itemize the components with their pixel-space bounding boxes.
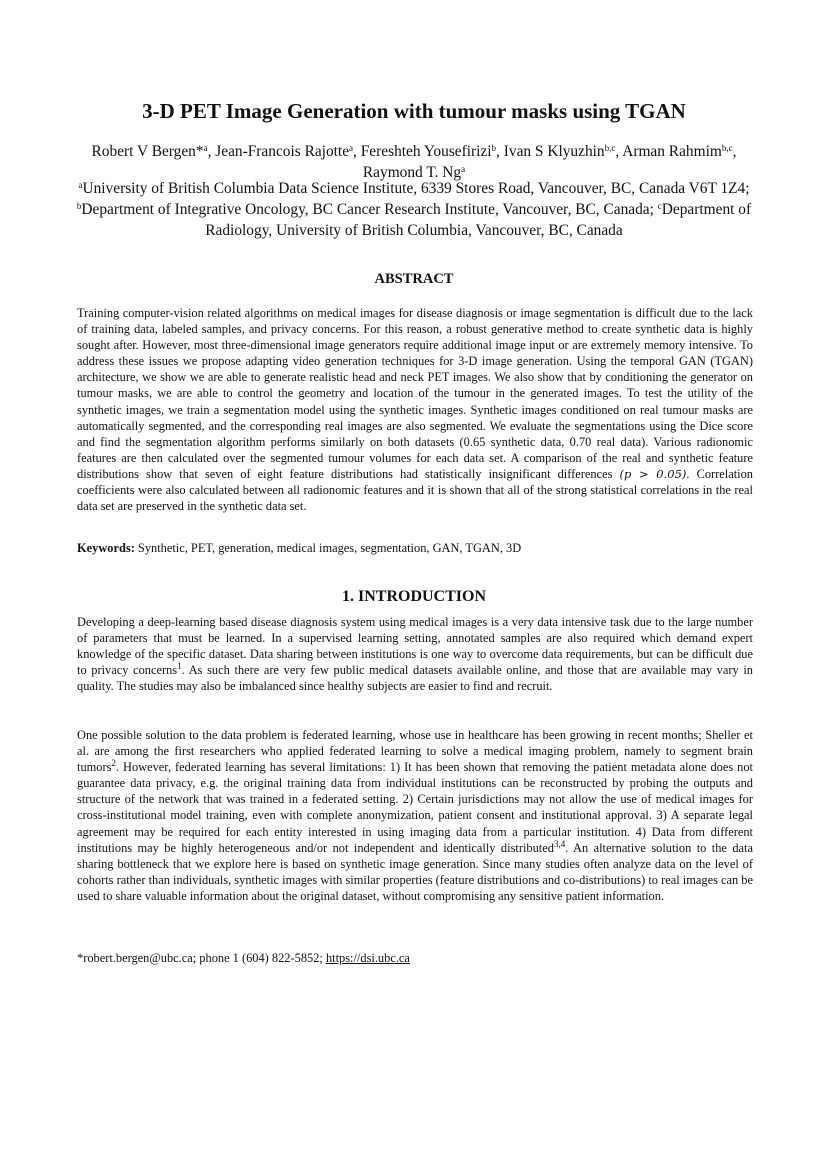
abstract-heading: ABSTRACT <box>374 271 454 287</box>
affiliation-marker: b <box>76 201 82 211</box>
intro-paragraph-1 <box>77 614 753 694</box>
affiliation-c: Department of Radiology, University of British Columbia, Vancouver, BC, Canada <box>205 201 752 239</box>
footnote-text: *robert.bergen@ubc.ca; phone 1 (604) 822-5852; <box>77 951 326 965</box>
author-name: , Raymond T. Ng <box>362 143 737 181</box>
abstract-body-end: . Correlation coefficients were also calculated between all radionomic features and it is shown that all of the strong statistical correlations in the real data set are preserved in the synthetic data set. <box>77 466 754 514</box>
affiliations <box>70 178 758 241</box>
paragraph-text: . As such there are very few public medical datasets available online, and those that are available may vary in quality. The studies may also be imbalanced since healthy subjects are easier to find and recruit. <box>77 663 753 694</box>
paragraph-text: One possible solution to the data problem is federated learning, whose use in healthcare has been growing in recent months; Sheller et al. are among the first researchers who applied federated learning to solve a medical imaging problem, namely to segment brain tumors <box>77 728 753 775</box>
keywords <box>77 540 753 556</box>
affiliation-a: University of British Columbia Data Science Institute, 6339 Stores Road, Vancouver, BC, Canada V6T 1Z4; <box>82 180 750 197</box>
affiliation-marker: a <box>349 143 354 153</box>
author-name: , Ivan S Klyuzhin <box>496 143 605 160</box>
keywords-label: Keywords: <box>77 541 135 555</box>
author-name: , Jean-Francois Rajotte <box>207 143 350 160</box>
paragraph-text: . An alternative solution to the data sharing bottleneck that we explore here is based on synthetic image generation. Since many studies often analyze data on the level of cohorts rather than individuals, synthetic images with similar properties (feature distributions and co-distributions) to real images can be used to share valuable information about the original dataset, without compromising any sensitive patient information. <box>77 840 753 903</box>
abstract-body: Training computer-vision related algorithms on medical images for disease diagnosis or image segmentation is difficult due to the lack of training data, labeled samples, and privacy concerns. For this reason, a robust generative method to create synthetic data is highly sought after. However, most three-dimensional image generators require additional image input or are extremely memory intensive. To address these issues we propose adapting video generation techniques for 3-D image generation. Using the temporal GAN (TGAN) architecture, we show we are able to generate realistic head and neck PET images. We also show that by conditioning the generator on tumour masks, we are able to control the geometry and location of the tumour in the generated images. To test the utility of the synthetic images, we train a segmentation model using the synthetic images. Synthetic images conditioned on real tumour masks are automatically segmented, and the corresponding real images are also segmented. We evaluate the segmentations using the Dice score and find the segmentation algorithm performs similarly on both datasets (0.65 synthetic data, 0.70 real data). Various radionomic features are then calculated over the segmented tumour volumes for each data set. A comparison of the real and synthetic feature distributions show that seven of eight feature distributions had statistically insignificant differences <box>77 306 753 481</box>
keywords-list: Synthetic, PET, generation, medical images, segmentation, GAN, TGAN, 3D <box>134 541 522 555</box>
contact-footnote <box>77 950 753 966</box>
author-name: , Arman Rahmim <box>615 143 722 160</box>
paragraph-text: Developing a deep-learning based disease diagnosis system using medical images is a very data intensive task due to the large number of parameters that must be learned. In a supervised learning setting, annotated samples are also required which demand expert knowledge of the specific dataset. Data sharing between institutions is one way to overcome data requirements, but can be difficult due to privacy concerns <box>77 615 753 678</box>
affiliation-marker: b <box>491 143 497 153</box>
author-name: , Fereshteh Yousefirizi <box>353 143 492 160</box>
affiliation-marker: a <box>78 180 83 190</box>
affiliation-marker: c <box>657 201 662 211</box>
affiliation-marker: a <box>461 164 466 174</box>
paper-title: 3-D PET Image Generation with tumour masks using TGAN <box>142 99 686 123</box>
citation-ref: 2 <box>111 758 116 769</box>
affiliation-marker: b,c <box>721 143 733 153</box>
affiliation-b: Department of Integrative Oncology, BC Cancer Research Institute, Vancouver, BC, Canada; <box>81 201 658 218</box>
citation-ref: 1 <box>177 661 182 672</box>
affiliation-marker: b,c <box>604 143 616 153</box>
p-value-expression: (p > 0.05) <box>619 466 687 481</box>
intro-paragraph-2 <box>77 727 753 904</box>
abstract-text <box>77 305 753 514</box>
paragraph-text: . However, federated learning has several limitations: 1) It has been shown that removing the patient metadata alone does not guarantee data privacy, e.g. the original training data from individual institutions can be reconstructed by probing the outputs and structure of the network that was trained in a federated setting. 2) Certain jurisdictions may not allow the use of medical images for cross-institutional model training, even with complete anonymization, patient consent and institutional approval. 3) A separate legal agreement may be required for each entity interested in using imaging data from a particular institution. 4) Data from different institutions may be highly heterogeneous and/or not independent and identically distributed <box>77 760 753 855</box>
author-list <box>78 141 750 183</box>
website-link[interactable]: https://dsi.ubc.ca <box>325 951 410 965</box>
affiliation-marker: a <box>203 143 208 153</box>
citation-ref: 3,4 <box>553 838 566 849</box>
author-name: Robert V Bergen* <box>91 143 204 160</box>
introduction-heading: 1. INTRODUCTION <box>341 588 486 605</box>
